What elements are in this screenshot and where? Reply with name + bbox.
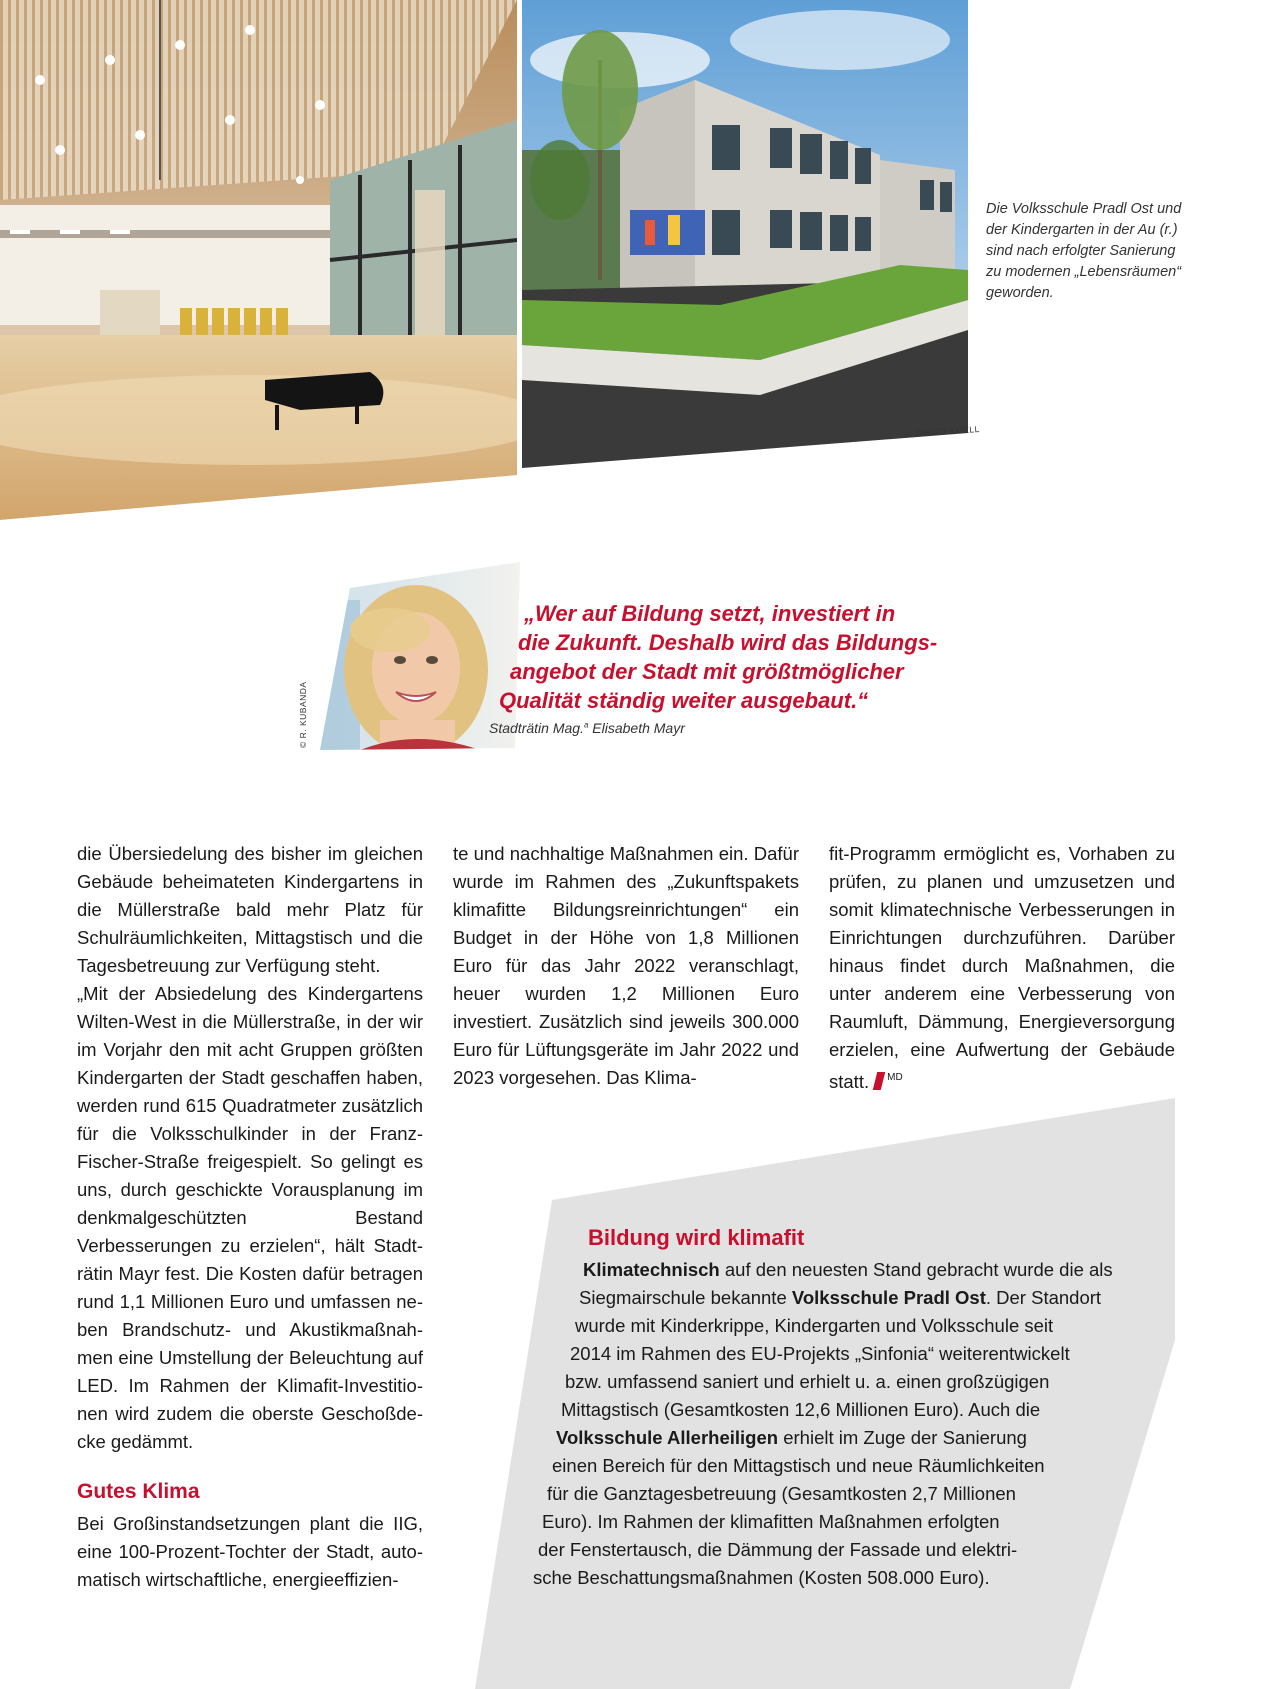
photo-credit: © BIRGIT KOELL [906, 423, 981, 439]
quote-line-1: „Wer auf Bildung setzt, investiert in [524, 601, 896, 626]
info-line: der Fenstertausch, die Dämmung der Fassade und elektri- [538, 1539, 1018, 1560]
quote-author: Stadträtin Mag.$^a$ Elisabeth Mayr [489, 720, 685, 736]
quote-line-2: die Zukunft. Deshalb wird das Bildungs- [518, 630, 938, 655]
paragraph: „Mit der Absiedelung des Kindergartens Wilten-West in die Müllerstraße, in der wir im Vorjahr den mit acht Gruppen größten Kindergarten der Stadt geschaffen haben, werden rund 615 Quadratmeter zusätzlich für die Volksschulkinder in der Franz-Fischer-Straße freigespielt. So gelingt es uns, durch geschickte Vorausplanung im denkmalgeschützten Bestand Verbesserungen zu erzielen“, hält Stadträtin Mayr fest. Die Kosten dafür betragen rund 1,1 Millionen Euro und umfassen neben Brandschutz- und Akustikmaßnahmen eine Umstellung der Beleuchtung auf LED. Im Rahmen der Klimafit-Investitionen wird zudem die oberste Geschoßdecke gedämmt. [77, 983, 423, 1452]
photo-caption: Die Volksschule Pradl Ost und der Kindergarten in der Au (r.) sind nach erfolgter Sanierung zu modernen „Lebensräumen“ geworden. [986, 201, 1182, 301]
quote-line-3: angebot der Stadt mit größtmöglicher [510, 659, 904, 684]
info-line: sche Beschattungsmaßnahmen (Kosten 508.000 Euro). [533, 1567, 990, 1588]
info-line: für die Ganztagesbetreuung (Gesamtkosten 2,7 Millionen [547, 1483, 1016, 1504]
author-signature: MD [887, 1072, 903, 1083]
school-photo [522, 0, 968, 470]
info-line: Mittagstisch (Gesamtkosten 12,6 Millionen Euro). Auch die [561, 1399, 1041, 1420]
article-column-3 [829, 840, 1175, 1096]
paragraph: fit-Programm ermöglicht es, Vorhaben zu prüfen, zu planen und umzusetzen und somit klimatechnische Verbesserungen in Einrichtungen durchzuführen. Darüber hinaus findet durch Maßnahmen, die unter anderem eine Verbesserung von Raumluft, Dämmung, Energieversorgung erzielen, eine Aufwertung der Gebäude statt. $^{MD}$ [829, 843, 1175, 1092]
quote-line-4: Qualität ständig weiter ausgebaut.“ [499, 688, 869, 713]
info-box-title: Bildung wird klimafit [588, 1225, 805, 1250]
paragraph: die Übersiedelung des bisher im gleichen Gebäude beheimateten Kindergartens in die Müllerstraße bald mehr Platz für Schulräumlichkeiten, Mittagstisch und die Tagesbetreuung zur Verfügung steht. [77, 843, 423, 976]
paragraph: Bei Großinstandsetzungen plant die IIG, eine 100-Prozent-Tochter der Stadt, automatisch wirtschaftliche, energieeffizien- [77, 1513, 423, 1590]
info-line: Klimatechnisch auf den neuesten Stand gebracht wurde die als [583, 1259, 1113, 1280]
info-line: Volksschule Allerheiligen erhielt im Zuge der Sanierung [556, 1427, 1027, 1448]
paragraph: te und nachhaltige Maßnahmen ein. Dafür wurde im Rahmen des „Zukunftspakets klimafitte Bildungsreinrichtungen“ ein Budget in der Höhe von 1,8 Millionen Euro für das Jahr 2022 veranschlagt, heuer wurden 1,2 Millionen Euro investiert. Zusätzlich sind jeweils 300.000 Euro für Lüftungsgeräte im Jahr 2022 und 2023 vorgesehen. Das Klima- [453, 843, 799, 1088]
article-column-1 [77, 840, 423, 1594]
info-line: bzw. umfassend saniert und erhielt u. a. einen großzügigen [565, 1371, 1050, 1392]
info-line: Euro). Im Rahmen der klimafitten Maßnahmen erfolgten [542, 1511, 1000, 1532]
info-line: wurde mit Kinderkrippe, Kindergarten und Volksschule seit [575, 1315, 1054, 1336]
info-line: 2014 im Rahmen des EU-Projekts „Sinfonia“ weiterentwickelt [570, 1343, 1070, 1364]
end-mark-icon [873, 1072, 885, 1090]
portrait-credit: © R. KUBANDA [298, 681, 308, 748]
info-line: einen Bereich für den Mittagstisch und neue Räumlichkeiten [552, 1455, 1045, 1476]
subheading: Gutes Klima [77, 1480, 200, 1503]
hall-photo [0, 0, 550, 520]
article-column-2 [453, 840, 799, 1092]
info-line: Siegmairschule bekannte Volksschule Pradl Ost. Der Standort [579, 1287, 1102, 1308]
